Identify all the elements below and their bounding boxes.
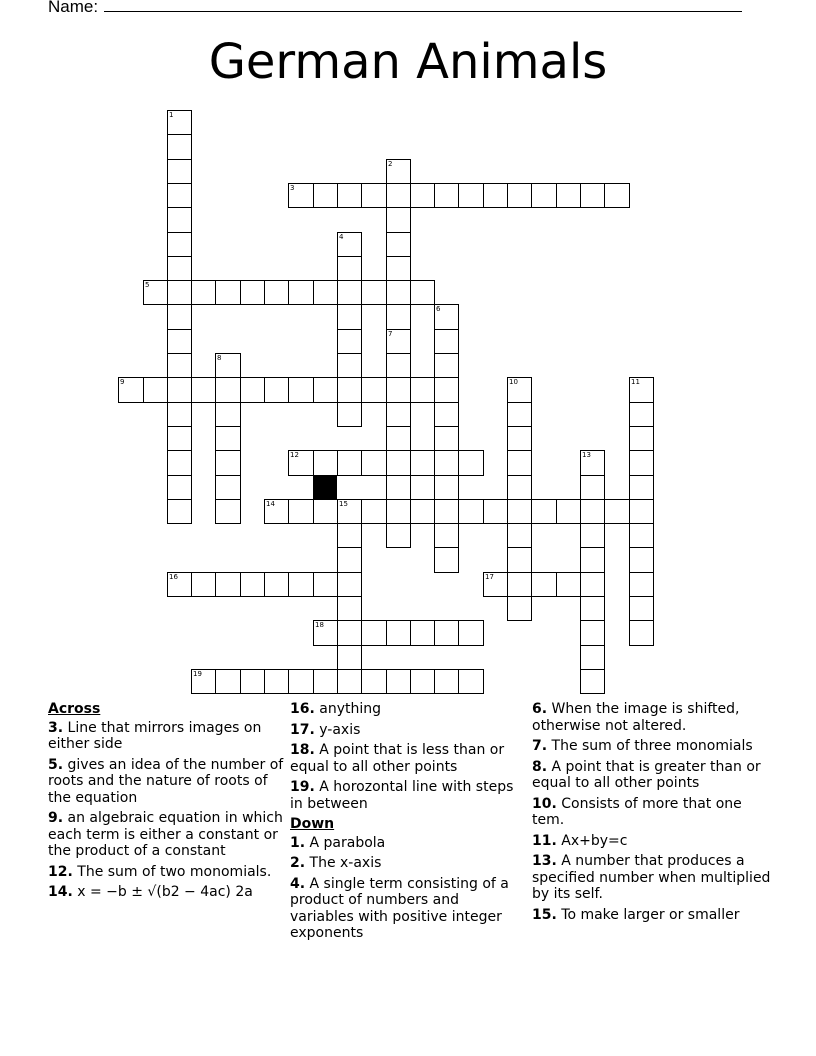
clue-number: 15 [339,500,348,508]
grid-cell[interactable] [337,499,362,524]
grid-cell[interactable] [434,183,459,208]
grid-cell[interactable] [629,475,654,500]
grid-cell[interactable] [507,547,532,573]
grid-cell[interactable] [604,499,630,524]
clue-number: 5 [145,281,150,289]
grid-cell[interactable] [434,547,459,573]
grid-cell[interactable] [167,377,192,403]
grid-cell[interactable] [386,183,411,208]
clue-item [532,796,772,829]
grid-cell[interactable] [337,329,362,354]
grid-cell[interactable] [215,450,241,476]
grid-cell[interactable] [167,183,192,208]
clue-number: 6 [436,305,441,313]
grid-cell[interactable] [337,620,362,646]
grid-cell[interactable] [337,547,362,573]
grid-cell[interactable] [215,475,241,500]
clue-item [532,759,772,792]
clue-column-1 [48,701,284,905]
clue-number: 9 [120,378,125,386]
clue-item-text: gives an idea of the number of roots and the nature of roots of the equation [48,756,284,806]
clue-number: 2 [388,160,393,168]
clue-number: 13 [582,451,591,459]
grid-cell[interactable] [215,572,241,597]
grid-cell[interactable] [337,645,362,670]
grid-cell[interactable] [458,669,484,694]
grid-cell[interactable] [313,377,338,403]
clue-item-text: y-axis [319,721,361,738]
clue-item-number: 4. [290,875,306,892]
grid-cell[interactable] [215,426,241,451]
grid-cell[interactable] [604,183,630,208]
grid-cell[interactable] [167,402,192,427]
clue-item [290,701,526,718]
grid-cell[interactable] [483,499,508,524]
grid-cell[interactable] [434,450,459,476]
grid-cell[interactable] [410,669,435,694]
grid-cell[interactable] [191,377,216,403]
clue-column-3 [532,701,772,927]
clue-item-text: Consists of more that one tem. [532,795,742,828]
clue-number: 14 [266,500,275,508]
clue-item [532,907,772,924]
grid-cell[interactable] [361,280,387,305]
grid-cell[interactable] [337,669,362,694]
grid-cell[interactable] [240,572,265,597]
grid-cell[interactable] [507,523,532,548]
grid-cell[interactable] [434,523,459,548]
clue-number: 17 [485,573,494,581]
clue-item [48,757,284,807]
grid-cell[interactable] [386,475,411,500]
grid-cell[interactable] [386,450,411,476]
grid-cell[interactable] [167,159,192,184]
clue-item-number: 13. [532,853,557,869]
grid-cell[interactable] [143,280,168,305]
clue-item [532,701,772,734]
grid-cell[interactable] [629,426,654,451]
grid-cell[interactable] [215,669,241,694]
grid-cell[interactable] [507,183,532,208]
grid-cell[interactable] [337,232,362,257]
grid-cell[interactable] [215,280,241,305]
grid-cell[interactable] [580,523,605,548]
clue-number: 8 [217,354,222,362]
clue-item-number: 15. [532,906,557,923]
clue-item-text: A point that is greater than or equal to all other points [532,758,761,791]
name-label: Name: [48,0,99,16]
clue-number: 3 [290,184,295,192]
clue-item [48,884,284,901]
grid-cell[interactable] [531,183,557,208]
clue-item-number: 14. [48,884,73,900]
grid-cell[interactable] [386,256,411,281]
grid-cell[interactable] [386,669,411,694]
clue-item-text: A single term consisting of a product of numbers and variables with positive integer exponents [290,875,509,941]
grid-cell[interactable] [240,669,265,694]
grid-cell[interactable] [386,353,411,378]
grid-cell[interactable] [361,499,387,524]
grid-cell[interactable] [483,572,508,597]
grid-cell[interactable] [361,620,387,646]
grid-cell[interactable] [191,280,216,305]
grid-cell[interactable] [167,572,192,597]
clue-column-2 [290,701,526,946]
grid-cell[interactable] [167,256,192,281]
grid-cell[interactable] [215,402,241,427]
clue-item-text: anything [319,701,382,717]
grid-cell[interactable] [434,402,459,427]
clue-number: 19 [193,670,202,678]
grid-cell[interactable] [507,596,532,621]
grid-cell[interactable] [167,353,192,378]
grid-cell[interactable] [337,280,362,305]
clue-item-text: A horozontal line with steps in between [290,779,514,812]
clue-item-text: The sum of two monomials. [77,863,272,880]
grid-cell[interactable] [191,669,216,694]
grid-cell[interactable] [629,572,654,597]
grid-cell[interactable] [580,620,605,646]
grid-cell[interactable] [313,572,338,597]
clue-item [290,742,526,775]
grid-cell[interactable] [143,377,168,403]
clue-heading: Down [290,816,335,832]
clue-heading: Across [48,701,101,717]
grid-cell[interactable] [337,304,362,330]
clue-item-text: x = −b ± √(b2 − 4ac) 2a [77,884,253,900]
grid-cell[interactable] [337,353,362,378]
grid-cell[interactable] [167,450,192,476]
grid-cell[interactable] [458,450,484,476]
grid-cell[interactable] [556,499,581,524]
grid-cell[interactable] [507,402,532,427]
grid-cell[interactable] [386,304,411,330]
grid-cell[interactable] [580,596,605,621]
clue-item-number: 18. [290,742,315,758]
grid-cell[interactable] [556,572,581,597]
grid-cell[interactable] [288,377,314,403]
grid-cell[interactable] [434,377,459,403]
grid-cell[interactable] [337,596,362,621]
grid-cell[interactable] [313,183,338,208]
grid-cell[interactable] [337,256,362,281]
grid-cell[interactable] [580,450,605,476]
clue-item [290,779,526,812]
clue-item-number: 5. [48,756,64,773]
grid-cell[interactable] [337,450,362,476]
grid-cell[interactable] [629,402,654,427]
clue-item [532,853,772,903]
grid-cell[interactable] [337,183,362,208]
clue-number: 18 [315,621,324,629]
grid-cell[interactable] [313,669,338,694]
clue-item-text: To make larger or smaller [561,906,740,923]
clue-item [290,876,526,942]
clue-item-text: A parabola [309,834,386,851]
grid-cell[interactable] [167,304,192,330]
grid-cell[interactable] [458,183,484,208]
grid-cell[interactable] [264,499,289,524]
grid-cell[interactable] [580,499,605,524]
clue-item-text: Line that mirrors images on either side [48,719,262,752]
grid-cell[interactable] [361,450,387,476]
clue-item [532,833,772,850]
grid-cell[interactable] [264,280,289,305]
grid-cell[interactable] [167,110,192,135]
grid-cell[interactable] [580,669,605,694]
grid-cell[interactable] [337,572,362,597]
clue-item [48,720,284,753]
grid-cell[interactable] [580,547,605,573]
clue-item [290,835,526,852]
grid-cell[interactable] [167,134,192,160]
grid-cell[interactable] [240,377,265,403]
grid-cell[interactable] [629,377,654,403]
grid-cell[interactable] [288,499,314,524]
clue-item-number: 12. [48,863,73,880]
clue-item-number: 19. [290,779,315,795]
grid-cell[interactable] [386,280,411,305]
grid-cell[interactable] [434,426,459,451]
grid-cell[interactable] [434,669,459,694]
grid-cell[interactable] [580,475,605,500]
puzzle-title: German Animals [208,34,608,90]
grid-cell[interactable] [167,280,192,305]
clue-item [48,810,284,860]
grid-cell[interactable] [434,329,459,354]
clue-item [290,722,526,739]
grid-cell[interactable] [118,377,144,403]
clue-item-number: 10. [532,795,557,812]
grid-cell[interactable] [410,377,435,403]
grid-cell[interactable] [458,620,484,646]
grid-cell[interactable] [386,402,411,427]
grid-cell[interactable] [629,547,654,573]
grid-cell[interactable] [313,499,338,524]
grid-cell[interactable] [458,499,484,524]
grid-cell[interactable] [410,183,435,208]
grid-cell[interactable] [410,450,435,476]
clue-item-number: 1. [290,834,306,851]
grid-cell[interactable] [191,572,216,597]
grid-cell[interactable] [288,669,314,694]
grid-cell[interactable] [313,280,338,305]
grid-cell[interactable] [386,232,411,257]
black-cell [313,475,337,499]
grid-cell[interactable] [434,353,459,378]
clue-item-text: A point that is less than or equal to all other points [290,742,505,775]
grid-cell[interactable] [507,377,532,403]
grid-cell[interactable] [556,183,581,208]
grid-cell[interactable] [288,183,314,208]
grid-cell[interactable] [386,329,411,354]
grid-cell[interactable] [167,329,192,354]
grid-cell[interactable] [434,304,459,330]
clue-number: 12 [290,451,299,459]
grid-cell[interactable] [288,280,314,305]
grid-cell[interactable] [434,499,459,524]
grid-cell[interactable] [507,475,532,500]
grid-cell[interactable] [264,377,289,403]
clue-item [48,864,284,881]
grid-cell[interactable] [629,620,654,646]
clue-item-number: 8. [532,758,548,775]
grid-cell[interactable] [215,377,241,403]
grid-cell[interactable] [386,426,411,451]
grid-cell[interactable] [507,426,532,451]
grid-cell[interactable] [580,645,605,670]
grid-cell[interactable] [313,620,338,646]
grid-cell[interactable] [507,450,532,476]
grid-cell[interactable] [629,499,654,524]
clue-item-number: 6. [532,701,548,717]
grid-cell[interactable] [386,159,411,184]
clue-item-text: When the image is shifted, otherwise not altered. [532,701,740,734]
grid-cell[interactable] [386,620,411,646]
grid-cell[interactable] [167,232,192,257]
clue-number: 4 [339,233,344,241]
grid-cell[interactable] [167,499,192,524]
grid-cell[interactable] [313,450,338,476]
clue-item-text: A number that produces a specified number when multiplied by its self. [532,853,771,902]
grid-cell[interactable] [629,523,654,548]
grid-cell[interactable] [629,450,654,476]
grid-cell[interactable] [410,499,435,524]
grid-cell[interactable] [580,572,605,597]
grid-cell[interactable] [434,475,459,500]
clue-number: 1 [169,111,174,119]
grid-cell[interactable] [215,499,241,524]
grid-cell[interactable] [167,426,192,451]
grid-cell[interactable] [507,499,532,524]
clue-item [532,738,772,755]
clue-item-text: The sum of three monomials [551,738,753,754]
grid-cell[interactable] [337,377,362,403]
clue-item-text: The x-axis [309,855,382,871]
grid-cell[interactable] [361,669,387,694]
grid-cell[interactable] [264,669,289,694]
grid-cell[interactable] [361,377,387,403]
clue-item-text: an algebraic equation in which each term is either a constant or the product of a constant [48,810,283,859]
grid-cell[interactable] [483,183,508,208]
grid-cell[interactable] [410,280,435,305]
grid-cell[interactable] [386,377,411,403]
grid-cell[interactable] [361,183,387,208]
grid-cell[interactable] [531,499,557,524]
grid-cell[interactable] [167,475,192,500]
grid-cell[interactable] [288,450,314,476]
clue-item-number: 7. [532,738,548,754]
grid-cell[interactable] [629,596,654,621]
clue-number: 11 [631,378,640,386]
grid-cell[interactable] [410,620,435,646]
grid-cell[interactable] [288,572,314,597]
grid-cell[interactable] [337,523,362,548]
grid-cell[interactable] [434,620,459,646]
clue-item-number: 3. [48,719,64,736]
grid-cell[interactable] [386,499,411,524]
clue-number: 10 [509,378,518,386]
grid-cell[interactable] [507,572,532,597]
grid-cell[interactable] [531,572,557,597]
clue-item [290,855,526,872]
clue-item-text: Ax+by=c [561,832,628,849]
clue-number: 7 [388,330,393,338]
clue-item-number: 17. [290,721,315,738]
grid-cell[interactable] [337,402,362,427]
grid-cell[interactable] [386,207,411,233]
grid-cell[interactable] [386,523,411,548]
clue-item-number: 2. [290,855,306,871]
clue-item-number: 16. [290,701,315,717]
grid-cell[interactable] [215,353,241,378]
clue-item-number: 11. [532,832,557,849]
clue-item-number: 9. [48,810,64,826]
clue-number: 16 [169,573,178,581]
grid-cell[interactable] [580,183,605,208]
grid-cell[interactable] [167,207,192,233]
grid-cell[interactable] [264,572,289,597]
grid-cell[interactable] [240,280,265,305]
